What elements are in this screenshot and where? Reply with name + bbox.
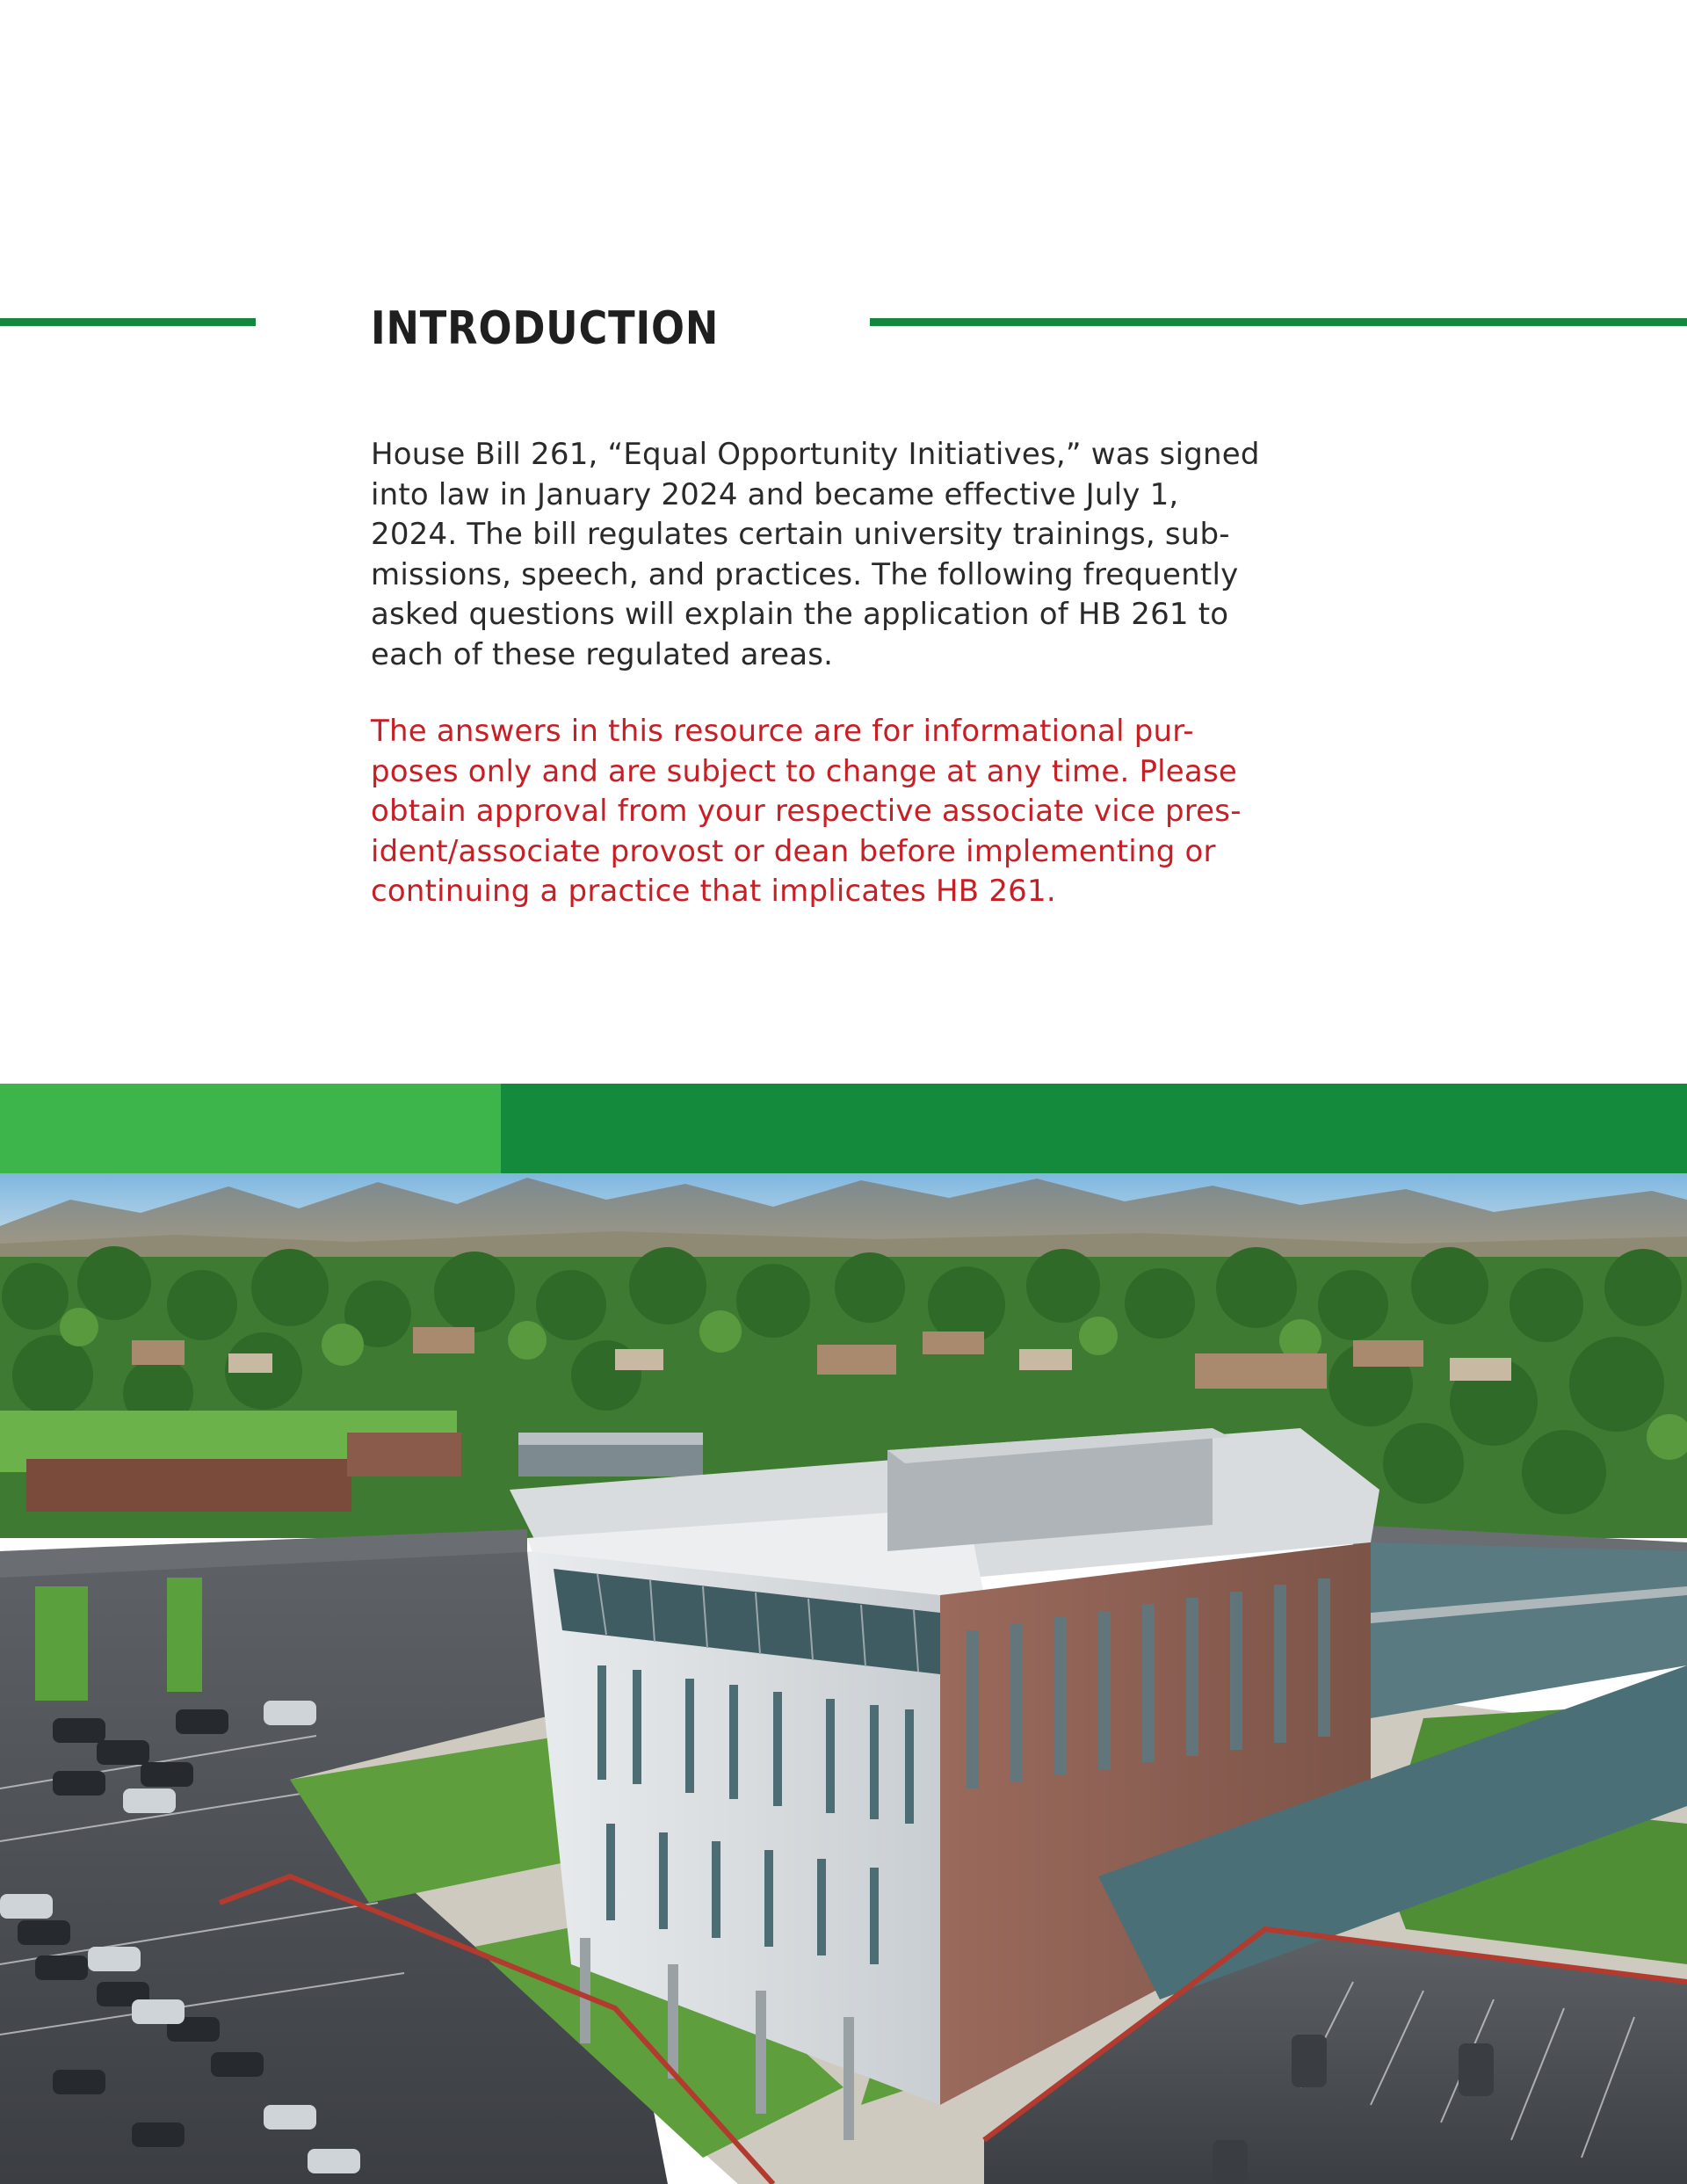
disclaimer-paragraph: The answers in this resource are for informational pur- poses only and are subject to change at any time. Please obtain approval from your respective associate vice pres- ident/associate provost or dean before implementing or continuing a practice that implicates HB 261. <box>371 714 1242 909</box>
campus-aerial-photo <box>0 1173 1687 2184</box>
heading-rule-left <box>0 318 256 326</box>
heading-rule-right <box>870 318 1687 326</box>
section-heading: INTRODUCTION <box>371 302 720 355</box>
intro-paragraph: House Bill 261, “Equal Opportunity Initiatives,” was signed into law in January 2024 and became effective July 1, 2024. The bill regulates certain university trainings, sub- missions, speech, and practices. The following frequently asked questions will explain the application of HB 261 to each of these regulated areas. <box>371 437 1260 672</box>
accent-band-light <box>0 1084 501 1173</box>
accent-band-dark <box>501 1084 1687 1173</box>
